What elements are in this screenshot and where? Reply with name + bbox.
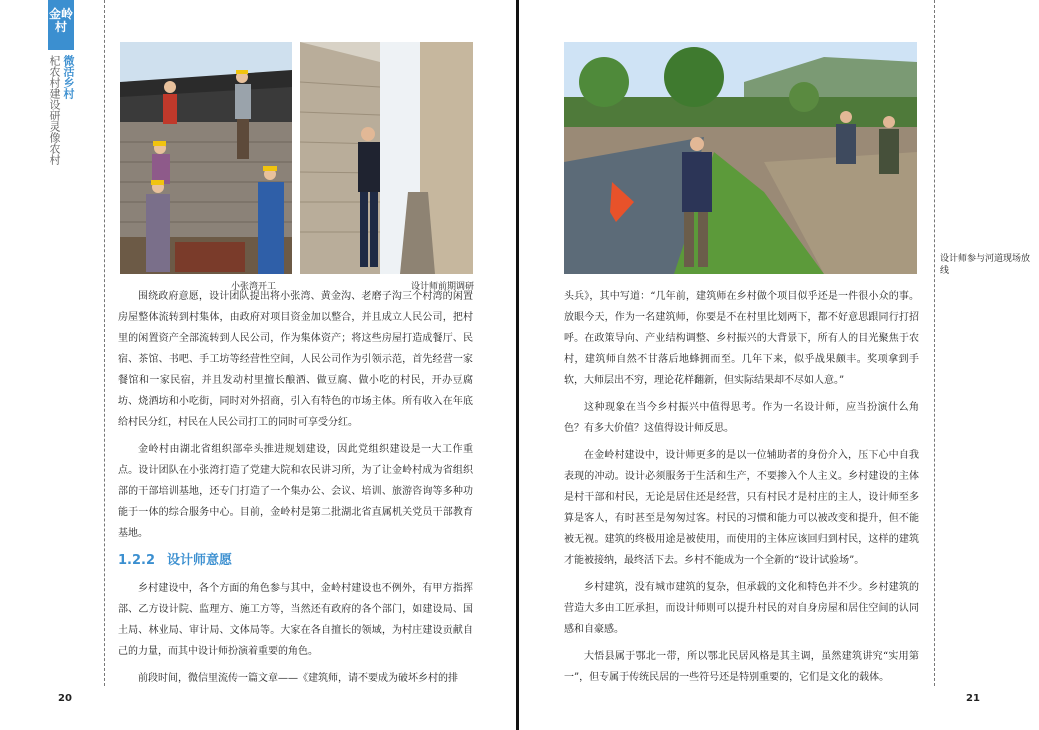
- photo-caption-construction: 小张湾开工: [231, 282, 277, 292]
- page-number-left: 20: [58, 693, 72, 704]
- left-margin-rule: [104, 0, 105, 686]
- paragraph: 头兵》，其中写道：“几年前，建筑师在乡村做个项目似乎还是一件很小众的事。放眼今天，作为一名建筑师，你要是不在村里比划两下，都不好意思跟同行打招呼。在政策导向、产业结构调整、乡村振兴的大背景下，所有人的目光聚焦于农村，建筑师自然不甘落后地蜂拥而至。几年下来，似乎战果颇丰。奖项拿到手软，大师层出不穷，理论花样翻新，但实际结果却不尽如人意。”: [564, 291, 919, 386]
- paragraph: 乡村建筑，没有城市建筑的复杂，但承载的文化和特色并不少。乡村建筑的营造大多由工匠承担，而设计师则可以提升村民的对自身房屋和居住空间的认同感和自豪感。: [564, 582, 919, 635]
- photo-designer-survey: [300, 42, 473, 274]
- left-page-body: [118, 286, 473, 695]
- photo-river-survey: [564, 42, 917, 274]
- paragraph: 围绕政府意愿，设计团队提出将小张湾、黄金沟、老磨子沟三个村湾的闲置房屋整体流转到村集体，由政府对项目资金加以整合，并且成立人民公司，把村里的闲置资产全部流转到人民公司，作为集体资产；将这些房屋打造成餐厅、民宿、茶馆、书吧、手工坊等经营性空间，人民公司作为引领示范，首先经营一家餐馆和一家民宿，并且发动村里擅长酿酒、做豆腐、做小吃的村民，开办豆腐坊、烧酒坊和小吃街，同时对外招商，引入有特色的市场主体。所有收入在年底给村民分红，村民在人民公司打工的同时可享受分红。: [118, 291, 473, 428]
- page-number-right: 21: [966, 693, 980, 704]
- photo-caption-river: 设计师参与河道现场放线: [940, 254, 1031, 276]
- right-margin-rule: [934, 0, 935, 686]
- paragraph: 在金岭村建设中，设计师更多的是以一位辅助者的身份介入，压下心中自我表现的冲动。设计必须服务于生活和生产，不要掺入个人主义。乡村建设的主体是村干部和村民，无论是居住还是经营，只有村民才是村庄的主人，设计师至多算是客人，有时甚至是匆匆过客。村民的习惯和能力可以被改变和提升，但不能被无视。建筑的终极用途是被使用，而使用的主体应该回归到村民，这样的建筑才能被接纳，最终活下去。乡村不能成为一个全新的“设计试验场”。: [564, 450, 919, 566]
- section-title: 设计师意愿: [167, 553, 233, 568]
- side-title-primary: 微活乡村: [62, 55, 75, 99]
- book-gutter: [516, 0, 519, 730]
- section-number: 1.2.2: [118, 553, 156, 568]
- paragraph: 大悟县属于鄂北一带，所以鄂北民居风格是其主调，虽然建筑讲究“实用第一”，但专属于传统民居的一些符号还是特别重要的，它们是文化的载体。: [564, 651, 919, 683]
- paragraph: 金岭村由湖北省组织部牵头推进规划建设，因此党组织建设是一大工作重点。设计团队在小张湾打造了党建大院和农民讲习所，为了让金岭村成为省组织部的干部培训基地，还专门打造了一个集办公、会议、培训、旅游咨询等多种功能于一体的综合服务中心。目前，金岭村是第二批湖北省直属机关党员干部教育基地。: [118, 444, 473, 539]
- right-page-body: [564, 286, 919, 694]
- side-title-secondary: 杞农村建设研灵像农村: [48, 55, 61, 165]
- section-heading: [118, 550, 473, 572]
- photo-caption-survey: 设计师前期调研: [411, 282, 475, 292]
- chapter-tab-label: 金岭村: [48, 7, 73, 34]
- paragraph: 前段时间，微信里流传一篇文章——《建筑师，请不要成为破坏乡村的排: [138, 673, 458, 684]
- paragraph: 这种现象在当今乡村振兴中值得思考。作为一名设计师，应当扮演什么角色？有多大价值？这值得设计师反思。: [564, 402, 919, 434]
- paragraph: 乡村建设中，各个方面的角色参与其中，金岭村建设也不例外，有甲方指挥部、乙方设计院、监理方、施工方等，当然还有政府的各个部门，如建设局、国土局、林业局、审计局、文体局等。大家在各自擅长的领域，为村庄建设贡献自己的力量，而其中设计师扮演着重要的角色。: [118, 583, 473, 657]
- chapter-tab: [48, 0, 74, 50]
- photo-construction-start: [120, 42, 292, 274]
